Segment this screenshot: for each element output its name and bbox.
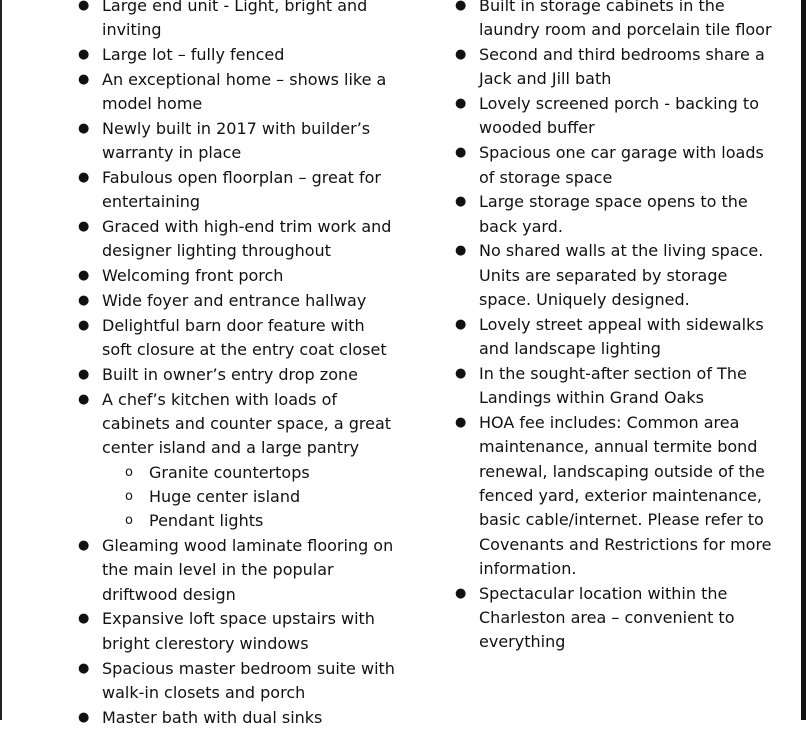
bullet-icon: ● bbox=[455, 194, 467, 210]
bullet-icon: ● bbox=[78, 317, 90, 333]
list-item: ● Spectacular location within the Charleston area – convenient to everything bbox=[455, 583, 735, 652]
bullet-icon: ● bbox=[455, 585, 467, 601]
sub-list-item: o Granite countertops bbox=[102, 461, 398, 485]
bullet-icon: ● bbox=[455, 145, 467, 161]
bullet-icon: ● bbox=[78, 293, 90, 309]
bullet-icon: ● bbox=[78, 611, 90, 627]
sub-list-item: o Huge center island bbox=[102, 485, 398, 509]
bullet-icon: ● bbox=[78, 660, 90, 676]
list-item: ● Second and third bedrooms share a Jack and Jill bath bbox=[455, 45, 765, 89]
list-item: ● Fabulous open floorplan – great for entertaining bbox=[78, 168, 381, 212]
bullet-icon: ● bbox=[455, 0, 467, 13]
list-item: ● Large storage space opens to the back yard. bbox=[455, 192, 748, 236]
list-item: ● Expansive loft space upstairs with bright clerestory windows bbox=[78, 609, 375, 653]
list-item: ● Newly built in 2017 with builder’s warranty in place bbox=[78, 118, 371, 163]
list-item: ● Gleaming wood laminate flooring on the main level in the popular driftwood design bbox=[78, 536, 394, 604]
list-item: ● Built in owner’s entry drop zone bbox=[78, 363, 398, 387]
bullet-icon: ● bbox=[78, 709, 90, 725]
bullet-icon: ● bbox=[78, 0, 90, 13]
bullet-icon: ● bbox=[455, 365, 467, 381]
bullet-icon: ● bbox=[78, 391, 90, 407]
list-item: ● In the sought-after section of The Landings within Grand Oaks bbox=[455, 363, 747, 408]
list-item: ● Large end unit - Light, bright and inviting bbox=[78, 0, 398, 43]
page-edge-right bbox=[801, 0, 806, 720]
list-item: ● Graced with high-end trim work and designer lighting throughout bbox=[78, 217, 392, 261]
list-item: ● Lovely street appeal with sidewalks and landscape lighting bbox=[455, 314, 764, 359]
list-item: ● Large lot – fully fenced bbox=[78, 43, 398, 67]
list-item: ● No shared walls at the living space. Units are separated by storage space. Uniquely designed. bbox=[455, 241, 764, 310]
bullet-icon: ● bbox=[78, 71, 90, 87]
bullet-icon: ● bbox=[455, 316, 467, 332]
bullet-icon: ● bbox=[78, 170, 90, 186]
list-item-kitchen: ● A chef’s kitchen with loads of cabinets and counter space, a great center island and a large pantry o Granite countertops o Huge center island o Pendant lights bbox=[78, 388, 398, 534]
list-item: ● Delightful barn door feature with soft closure at the entry coat closet bbox=[78, 315, 387, 360]
left-feature-list bbox=[78, 0, 398, 730]
list-item: ● HOA fee includes: Common area maintenance, annual termite bond renewal, landscaping outside of the fenced yard, exterior maintenance, basic cable/internet. Please refer to Covenants and Restrictions for more information. bbox=[455, 413, 772, 578]
bullet-icon: ● bbox=[78, 268, 90, 284]
list-item: ● An exceptional home – shows like a model home bbox=[78, 69, 387, 114]
hollow-bullet-icon: o bbox=[125, 513, 133, 529]
bullet-icon: ● bbox=[455, 96, 467, 112]
bullet-icon: ● bbox=[78, 219, 90, 235]
hollow-bullet-icon: o bbox=[125, 488, 133, 504]
list-item: ● Master bath with dual sinks bbox=[78, 706, 398, 730]
bullet-icon: ● bbox=[78, 366, 90, 382]
bullet-icon: ● bbox=[455, 415, 467, 431]
page-edge-left bbox=[0, 0, 2, 720]
bullet-icon: ● bbox=[78, 120, 90, 136]
list-item: ● Spacious master bedroom suite with walk-in closets and porch bbox=[78, 658, 395, 702]
list-item: ● Built in storage cabinets in the laundry room and porcelain tile floor bbox=[455, 0, 775, 43]
kitchen-sublist bbox=[102, 461, 398, 534]
right-feature-list bbox=[455, 0, 775, 655]
bullet-icon: ● bbox=[78, 47, 90, 63]
bullet-icon: ● bbox=[455, 47, 467, 63]
sub-list-item: o Pendant lights bbox=[102, 509, 398, 533]
list-item: ● Wide foyer and entrance hallway bbox=[78, 289, 398, 313]
bullet-icon: ● bbox=[78, 538, 90, 554]
list-item: ● Lovely screened porch - backing to wooded buffer bbox=[455, 94, 759, 138]
bullet-icon: ● bbox=[455, 243, 467, 259]
list-item: ● Spacious one car garage with loads of storage space bbox=[455, 143, 764, 187]
hollow-bullet-icon: o bbox=[125, 464, 133, 480]
list-item: ● Welcoming front porch bbox=[78, 264, 398, 288]
